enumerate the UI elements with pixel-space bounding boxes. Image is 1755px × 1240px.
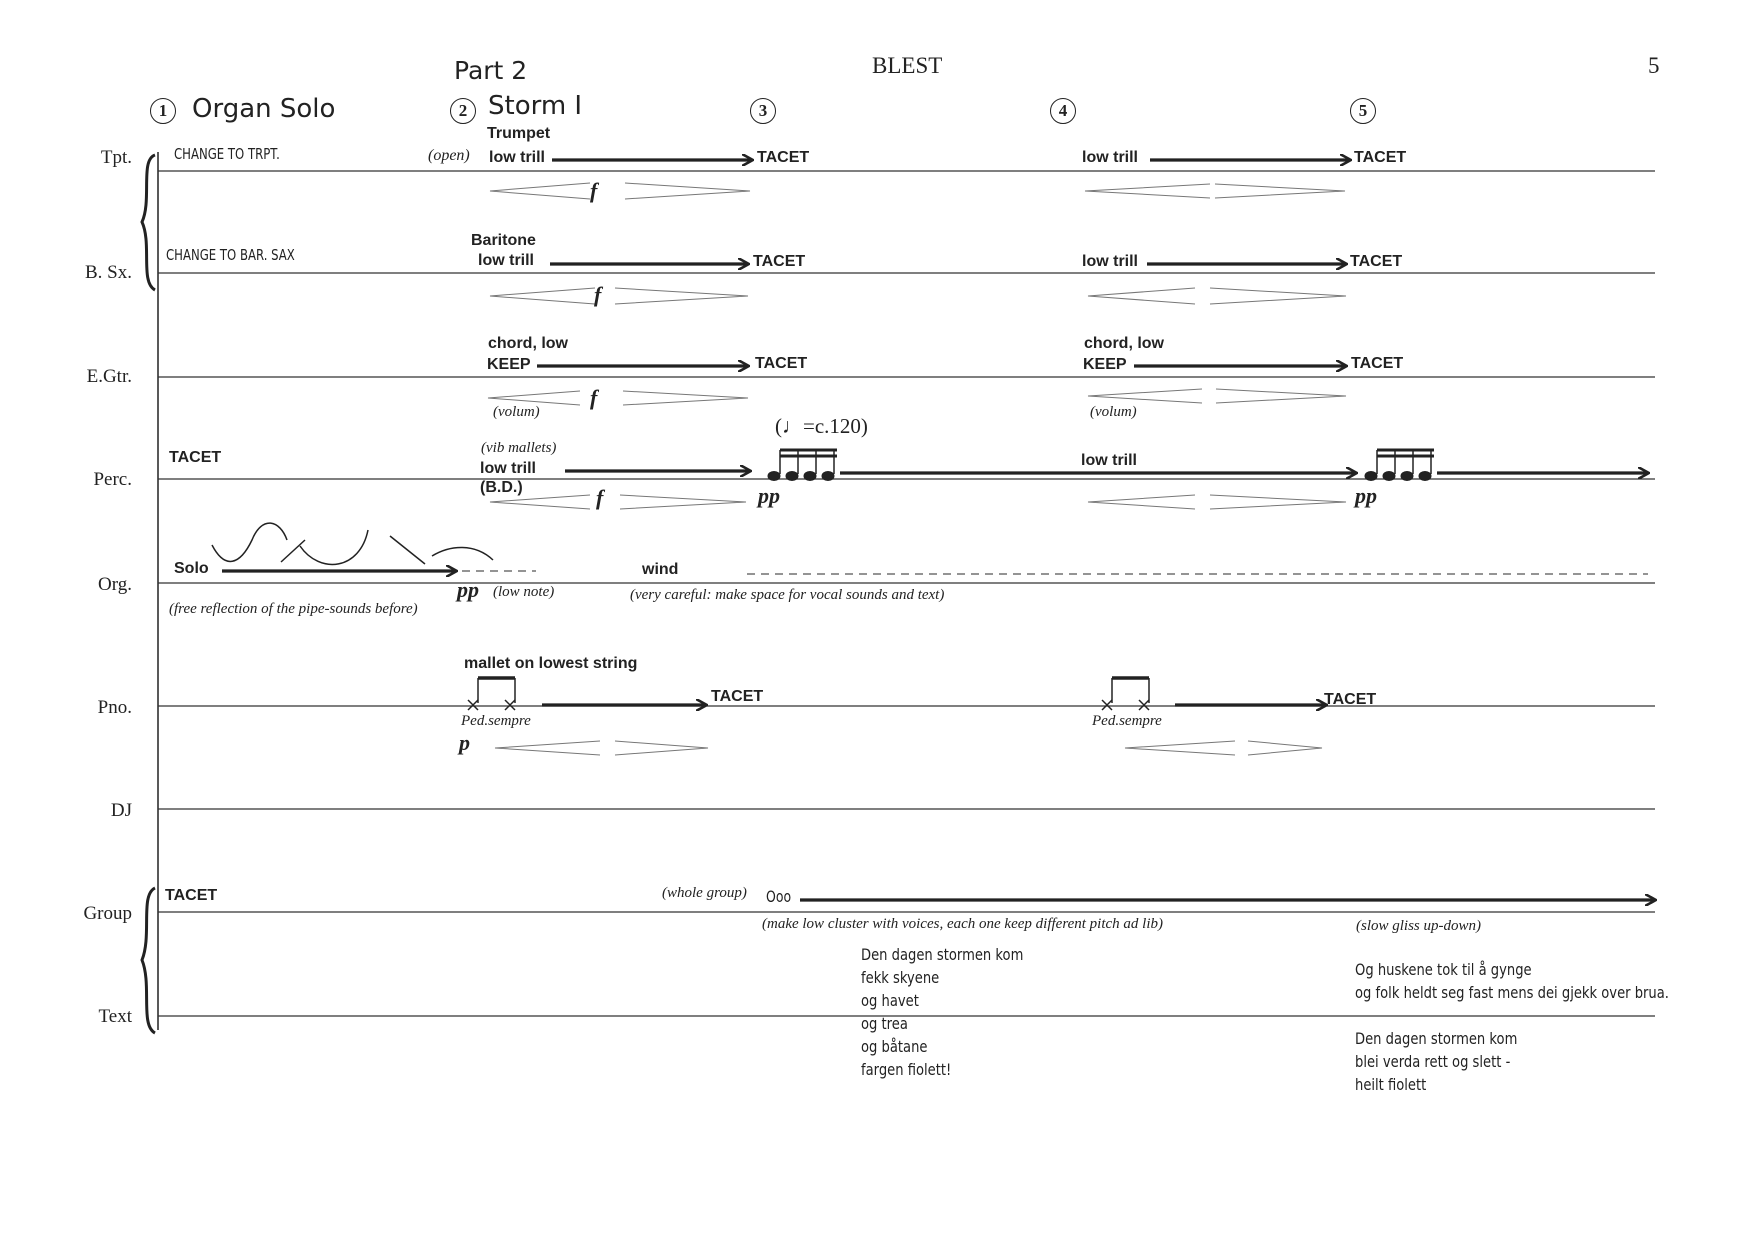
- org-careful-instruction: (very careful: make space for vocal sounds and text): [630, 587, 945, 603]
- bsx-dynamic-f: f: [594, 282, 602, 307]
- egtr-keep-2: KEEP: [1083, 356, 1127, 373]
- perc-vib-mallets: (vib mallets): [481, 440, 557, 456]
- perc-dynamic-pp-2: pp: [1355, 483, 1377, 508]
- instrument-label-perc: Perc.: [93, 469, 132, 490]
- org-low-note: (low note): [493, 584, 555, 600]
- section-label-organ-solo: Organ Solo: [192, 94, 336, 124]
- pno-mallet-instruction: mallet on lowest string: [464, 655, 638, 672]
- bsx-tacet-1: TACET: [753, 253, 806, 270]
- piano-notes-2: [1102, 678, 1149, 710]
- tpt-tacet-2: TACET: [1354, 149, 1407, 166]
- perc-dynamic-f: f: [596, 485, 604, 510]
- piano-notes-1: [468, 678, 515, 710]
- egtr-volum-1: (volum): [493, 404, 540, 420]
- section-label-storm: Storm I: [488, 91, 583, 121]
- perc-dynamic-pp-1: pp: [758, 483, 780, 508]
- tpt-instrument-name: Trumpet: [487, 125, 551, 142]
- instrument-label-tpt: Tpt.: [100, 147, 132, 168]
- text-verse-2: Og huskene tok til å gynge og folk heldt seg fast mens dei gjekk over brua.: [1355, 960, 1669, 1002]
- rehearsal-mark-3: 3: [750, 98, 776, 124]
- organ-curves: [212, 523, 493, 564]
- egtr-chord-low-1: chord, low: [488, 335, 568, 352]
- tpt-open: (open): [428, 147, 470, 164]
- instrument-label-pno: Pno.: [97, 697, 132, 718]
- pno-tacet-1: TACET: [711, 688, 764, 705]
- rehearsal-mark-1: 1: [150, 98, 176, 124]
- instrument-label-bsx: B. Sx.: [85, 262, 132, 283]
- org-wind: wind: [642, 561, 679, 578]
- perc-bd: (B.D.): [480, 479, 523, 496]
- bsx-instrument-name: Baritone: [471, 232, 536, 249]
- part-label: Part 2: [454, 56, 528, 85]
- tpt-dynamic-f: f: [590, 178, 598, 203]
- tpt-low-trill-2: low trill: [1082, 149, 1138, 166]
- text-verse-3: Den dagen stormen kom blei verda rett og slett - heilt fiolett: [1355, 1029, 1518, 1094]
- tpt-low-trill-1: low trill: [489, 149, 545, 166]
- group-cluster-instruction: (make low cluster with voices, each one keep different pitch ad lib): [762, 916, 1163, 932]
- perc-notes-2: [1365, 450, 1434, 481]
- brace-group-text: [142, 888, 155, 1033]
- perc-notes-1: [768, 450, 837, 481]
- egtr-dynamic-f: f: [590, 385, 598, 410]
- perc-low-trill-1: low trill: [480, 460, 536, 477]
- org-free-reflection: (free reflection of the pipe-sounds before): [169, 601, 418, 617]
- group-whole: (whole group): [662, 885, 747, 901]
- bsx-low-trill-1: low trill: [478, 252, 534, 269]
- pno-ped-sempre-1: Ped.sempre: [461, 713, 531, 729]
- bsx-tacet-2: TACET: [1350, 253, 1403, 270]
- group-gliss-instruction: (slow gliss up-down): [1356, 918, 1482, 934]
- egtr-tacet-1: TACET: [755, 355, 808, 372]
- pno-tacet-2: TACET: [1324, 691, 1377, 708]
- egtr-chord-low-2: chord, low: [1084, 335, 1164, 352]
- rehearsal-mark-5: 5: [1350, 98, 1376, 124]
- text-verse-1: Den dagen stormen kom fekk skyene og havet og trea og båtane fargen fiolett!: [861, 945, 1024, 1079]
- instrument-label-egtr: E.Gtr.: [86, 366, 132, 387]
- group-ooo: Ooo: [766, 887, 792, 906]
- egtr-keep-1: KEEP: [487, 356, 531, 373]
- instrument-label-group: Group: [83, 903, 132, 924]
- tpt-change-instruction: CHANGE TO TRPT.: [174, 145, 280, 163]
- perc-tempo-marking: (♩=c.120): [775, 414, 868, 438]
- bsx-low-trill-2: low trill: [1082, 253, 1138, 270]
- org-dynamic-pp: pp: [457, 577, 479, 602]
- brace-tpt-bsx: [142, 155, 155, 290]
- perc-low-trill-2: low trill: [1081, 452, 1137, 469]
- dashed-lines: [462, 571, 1648, 574]
- instrument-label-org: Org.: [98, 574, 132, 595]
- org-solo: Solo: [174, 560, 209, 577]
- egtr-tacet-2: TACET: [1351, 355, 1404, 372]
- tpt-tacet-1: TACET: [757, 149, 810, 166]
- pno-ped-sempre-2: Ped.sempre: [1092, 713, 1162, 729]
- page-number: 5: [1648, 53, 1660, 78]
- bsx-change-instruction: CHANGE TO BAR. SAX: [166, 246, 295, 264]
- extension-arrows: [222, 160, 1655, 900]
- rehearsal-mark-4: 4: [1050, 98, 1076, 124]
- instrument-label-text: Text: [98, 1006, 132, 1027]
- rehearsal-mark-2: 2: [450, 98, 476, 124]
- egtr-volum-2: (volum): [1090, 404, 1137, 420]
- page-title: BLEST: [872, 53, 943, 78]
- group-tacet: TACET: [165, 887, 218, 904]
- perc-tacet: TACET: [169, 449, 222, 466]
- instrument-label-dj: DJ: [110, 800, 132, 821]
- pno-dynamic-p: p: [459, 730, 470, 755]
